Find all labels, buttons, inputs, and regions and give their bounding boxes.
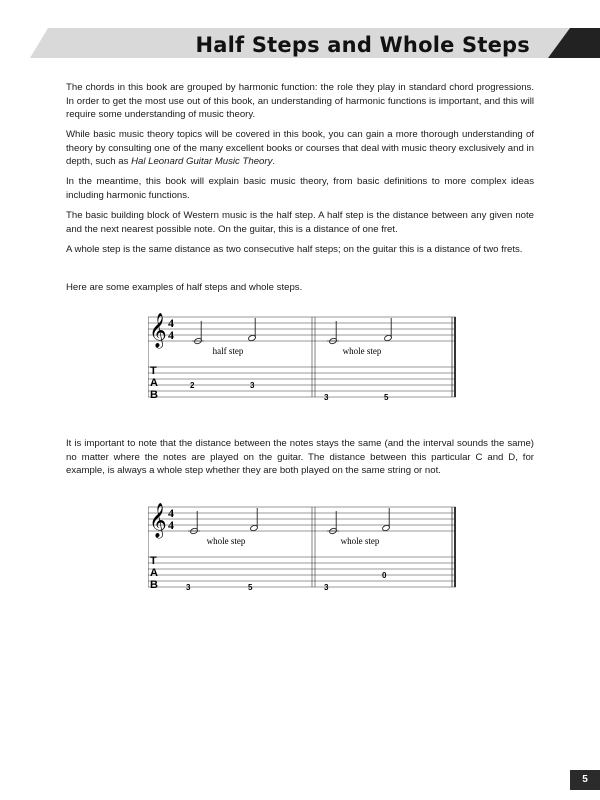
paragraph-examples-intro: Here are some examples of half steps and whole steps. [66, 282, 303, 293]
interval-label: whole step [206, 536, 246, 546]
tab-letter: B [150, 389, 158, 401]
paragraph-intro: The chords in this book are grouped by harmonic function: the role they play in standard chord progressions. In order to get the most use out of this book, an understanding of harmonic functions is important, and this will require some understanding of music theory. [66, 82, 534, 121]
book-reference: Hal Leonard Guitar Music Theory [131, 156, 273, 168]
fret-number: 5 [384, 393, 389, 402]
paragraph-theory: While basic music theory topics will be covered in this book, you can gain a more thorough understanding of theory by consulting one of the many excellent books or courses that deal with music theory exclusively and in depth, such as Hal Leonard Guitar Music Theory. [66, 129, 534, 168]
interval-label: half step [212, 346, 244, 356]
time-signature-bottom: 4 [168, 518, 174, 532]
page-number: 5 [570, 770, 600, 790]
paragraph-meantime: In the meantime, this book will explain basic music theory, from basic definitions to more complex ideas including harmonic functions. [66, 176, 534, 201]
fret-number: 0 [382, 571, 387, 580]
paragraph-half-step: The basic building block of Western music is the half step. A half step is the distance between any given note and the next nearest possible note. On the guitar, this is a distance of one fret. [66, 210, 534, 235]
page-title: Half Steps and Whole Steps [195, 33, 530, 57]
notation-example-1 [148, 303, 458, 410]
fret-number: 2 [190, 381, 195, 390]
notation-example-2 [148, 493, 458, 600]
interval-label: whole step [340, 536, 380, 546]
tab-letter: A [150, 567, 158, 579]
fret-number: 5 [248, 583, 253, 592]
time-signature-top: 4 [168, 316, 174, 330]
time-signature-top: 4 [168, 506, 174, 520]
tab-letter: T [150, 365, 157, 377]
paragraph-whole-step: A whole step is the same distance as two consecutive half steps; on the guitar this is a distance of two frets. [66, 244, 523, 255]
treble-clef-icon: 𝄞 [149, 313, 167, 348]
tab-letter: A [150, 377, 158, 389]
tab-letter: B [150, 579, 158, 591]
treble-clef-icon: 𝄞 [149, 503, 167, 538]
fret-number: 3 [324, 393, 329, 402]
tab-letter: T [150, 555, 157, 567]
fret-number: 3 [324, 583, 329, 592]
time-signature-bottom: 4 [168, 328, 174, 342]
fret-number: 3 [186, 583, 191, 592]
interval-label: whole step [342, 346, 382, 356]
paragraph-distance: It is important to note that the distance between the notes stays the same (and the interval sounds the same) no matter where the notes are played on the guitar. The distance between this particular C and D, for example, is always a whole step whether they are both played on the same string or not. [66, 438, 534, 477]
fret-number: 3 [250, 381, 255, 390]
